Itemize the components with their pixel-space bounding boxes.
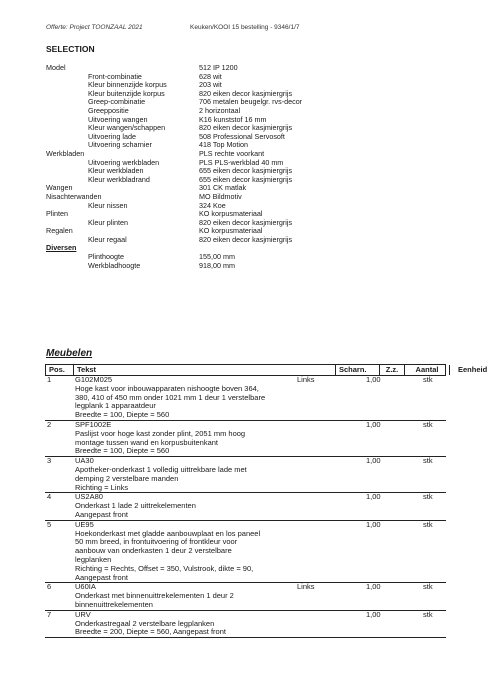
row-tekst — [75, 376, 446, 420]
spec-label: Greeppositie — [88, 105, 129, 115]
spec-value: 820 eiken decor kasjmiergrijs — [199, 123, 293, 133]
row-tekst — [75, 611, 446, 637]
article-code: URV — [75, 609, 91, 619]
spec-label: Regalen — [46, 226, 73, 236]
spec-label: Uitvoering scharnier — [88, 140, 152, 150]
row-eenheid: stk — [423, 582, 433, 592]
spec-value: 301 CK matlak — [199, 183, 247, 193]
spec-value: MO Bildmotiv — [199, 191, 242, 201]
article-description-line: Breedte = 100, Diepte = 560 — [75, 410, 170, 420]
table-body — [45, 376, 446, 638]
spec-label: Front-combinatie — [88, 71, 142, 81]
spec-label: Kleur nissen — [88, 200, 128, 210]
spec-label: Uitvoering lade — [88, 131, 136, 141]
article-description-line: aanbouw van onderkasten 1 deur 2 verstelbare — [75, 546, 232, 556]
spec-value: 155,00 mm — [199, 252, 235, 262]
spec-label: Kleur plinten — [88, 217, 128, 227]
spec-value: K16 kunststof 16 mm — [199, 114, 267, 124]
row-tekst — [75, 421, 446, 456]
row-pos: 2 — [47, 419, 52, 429]
article-description-line: 380, 410 of 450 mm onder 1021 mm 1 deur 1 verstelbare — [75, 392, 266, 402]
row-pos: 5 — [47, 519, 52, 529]
spec-label: Werkbladhoogte — [88, 260, 141, 270]
row-scharn: Links — [297, 582, 315, 592]
spec-value: 918,00 mm — [199, 260, 235, 270]
spec-value: 2 horizontaal — [199, 105, 241, 115]
column-header-zz: Z.z. — [379, 365, 404, 375]
article-code: UA30 — [75, 456, 94, 466]
spec-value: KO korpusmateriaal — [199, 209, 263, 219]
spec-label: Kleur binnenzijde korpus — [88, 80, 167, 90]
spec-value: 655 eiken decor kasjmiergrijs — [199, 166, 293, 176]
table-row — [45, 457, 446, 493]
row-aantal: 1,00 — [366, 582, 381, 592]
row-pos: 7 — [47, 609, 52, 619]
article-description-line: legplank 1 apparaatdeur — [75, 401, 156, 411]
spec-row — [46, 262, 466, 271]
spec-value: 628 wit — [199, 71, 222, 81]
spec-value: PLS rechte voorkant — [199, 148, 265, 158]
document-header-left: Offerte: Project TOONZAAL 2021 — [46, 24, 143, 31]
row-eenheid: stk — [423, 419, 433, 429]
article-code: US2A80 — [75, 492, 103, 502]
row-pos: 4 — [47, 492, 52, 502]
meubelen-table — [45, 364, 488, 638]
article-code: SPF1002E — [75, 419, 112, 429]
article-description-line: Breedte = 200, Diepte = 560, Aangepast front — [75, 627, 226, 637]
row-aantal: 1,00 — [366, 456, 381, 466]
spec-label: Nisachterwanden — [46, 191, 102, 201]
spec-value: 418 Top Motion — [199, 140, 249, 150]
article-description-line: Paslijst voor hoge kast zonder plint, 2051 mm hoog — [75, 428, 246, 438]
table-row — [45, 376, 446, 421]
row-aantal: 1,00 — [366, 609, 381, 619]
article-description-line: demping 2 verstelbare manden — [75, 473, 179, 483]
article-code: G102M025 — [75, 375, 113, 384]
spec-label: Kleur regaal — [88, 234, 127, 244]
spec-value: 820 eiken decor kasjmiergrijs — [199, 234, 293, 244]
spec-value: 655 eiken decor kasjmiergrijs — [199, 174, 293, 184]
row-eenheid: stk — [423, 609, 433, 619]
spec-row — [46, 176, 466, 185]
spec-label: Kleur werkbladen — [88, 166, 144, 176]
spec-value: 706 metalen beugelgr. rvs-decor — [199, 97, 303, 107]
selection-spec-list — [46, 64, 466, 270]
row-scharn: Links — [297, 375, 315, 384]
document-header-right: Keuken/KOOI 15 bestelling - 9346/1/7 — [190, 24, 300, 31]
row-aantal: 1,00 — [366, 375, 381, 384]
meubelen-title: Meubelen — [46, 348, 93, 359]
table-row — [45, 611, 446, 638]
article-description-line: Hoekonderkast met gladde aanbouwplaat en los paneel — [75, 528, 261, 538]
article-description-line: Onderkast met binnenuittrekelementen 1 deur 2 — [75, 591, 234, 601]
article-description-line: legplanken — [75, 554, 112, 564]
table-row — [45, 421, 446, 457]
row-eenheid: stk — [423, 456, 433, 466]
table-row — [45, 493, 446, 520]
spec-value: 508 Professional Servosoft — [199, 131, 285, 141]
article-description-line: 50 mm breed, in frontuitvoering of frontkleur voor — [75, 537, 238, 547]
article-code: UE95 — [75, 519, 94, 529]
article-description-line: Aangepast front — [75, 509, 128, 519]
row-aantal: 1,00 — [366, 492, 381, 502]
spec-value: PLS PLS-werkblad 40 mm — [199, 157, 284, 167]
row-eenheid: stk — [423, 375, 433, 384]
row-tekst — [75, 457, 446, 492]
article-description-line: Apotheker-onderkast 1 volledig uittrekbare lade met — [75, 464, 247, 474]
spec-value: KO korpusmateriaal — [199, 226, 263, 236]
spec-label: Diversen — [46, 243, 77, 253]
column-header-eenheid: Eenheid — [449, 365, 458, 375]
row-eenheid: stk — [423, 492, 433, 502]
spec-label: Model — [46, 63, 66, 72]
row-tekst — [75, 583, 446, 609]
spec-label: Plinten — [46, 209, 68, 219]
spec-label: Kleur wangen/schappen — [88, 123, 166, 133]
table-row — [45, 521, 446, 584]
row-aantal: 1,00 — [366, 519, 381, 529]
article-code: U60IA — [75, 582, 96, 592]
spec-label: Kleur werkbladrand — [88, 174, 150, 184]
row-tekst — [75, 521, 446, 583]
column-header-tekst: Tekst — [73, 365, 335, 375]
spec-row — [46, 236, 466, 245]
spec-label: Greep-combinatie — [88, 97, 146, 107]
spec-label: Kleur buitenzijde korpus — [88, 88, 165, 98]
row-pos: 1 — [47, 375, 52, 384]
spec-label: Plinthoogte — [88, 252, 124, 262]
row-pos: 6 — [47, 582, 52, 592]
article-description-line: Richting = Rechts, Offset = 350, Vulstrook, dikte = 90, — [75, 563, 254, 573]
spec-value: 324 Koe — [199, 200, 226, 210]
selection-title: SELECTION — [46, 44, 95, 54]
spec-value: 203 wit — [199, 80, 222, 90]
row-tekst — [75, 493, 446, 519]
column-header-pos: Pos. — [49, 365, 65, 374]
article-description-line: Breedte = 100, Diepte = 560 — [75, 446, 170, 456]
article-description-line: binnenuittrekelementen — [75, 599, 153, 609]
spec-row — [46, 184, 466, 193]
spec-value: 820 eiken decor kasjmiergrijs — [199, 217, 293, 227]
article-description-line: Hoge kast voor inbouwapparaten nishoogte boven 364, — [75, 383, 259, 393]
spec-label: Wangen — [46, 183, 73, 193]
spec-label: Uitvoering wangen — [88, 114, 148, 124]
row-pos: 3 — [47, 456, 52, 466]
article-description-line: Aangepast front — [75, 572, 128, 582]
spec-value: 512 IP 1200 — [199, 63, 238, 72]
article-description-line: Onderkast 1 lade 2 uittrekelementen — [75, 501, 196, 511]
row-aantal: 1,00 — [366, 419, 381, 429]
column-header-aantal: Aantal — [404, 365, 449, 375]
spec-label: Werkbladen — [46, 148, 85, 158]
row-eenheid: stk — [423, 519, 433, 529]
table-row — [45, 583, 446, 610]
column-header-scharn: Scharn. — [335, 365, 379, 375]
article-description-line: Onderkastregaal 2 verstelbare legplanken — [75, 618, 215, 628]
article-description-line: Richting = Links — [75, 482, 129, 492]
article-description-line: montage tussen wand en korpusbuitenkant — [75, 437, 219, 447]
spec-label: Uitvoering werkbladen — [88, 157, 160, 167]
spec-value: 820 eiken decor kasjmiergrijs — [199, 88, 293, 98]
